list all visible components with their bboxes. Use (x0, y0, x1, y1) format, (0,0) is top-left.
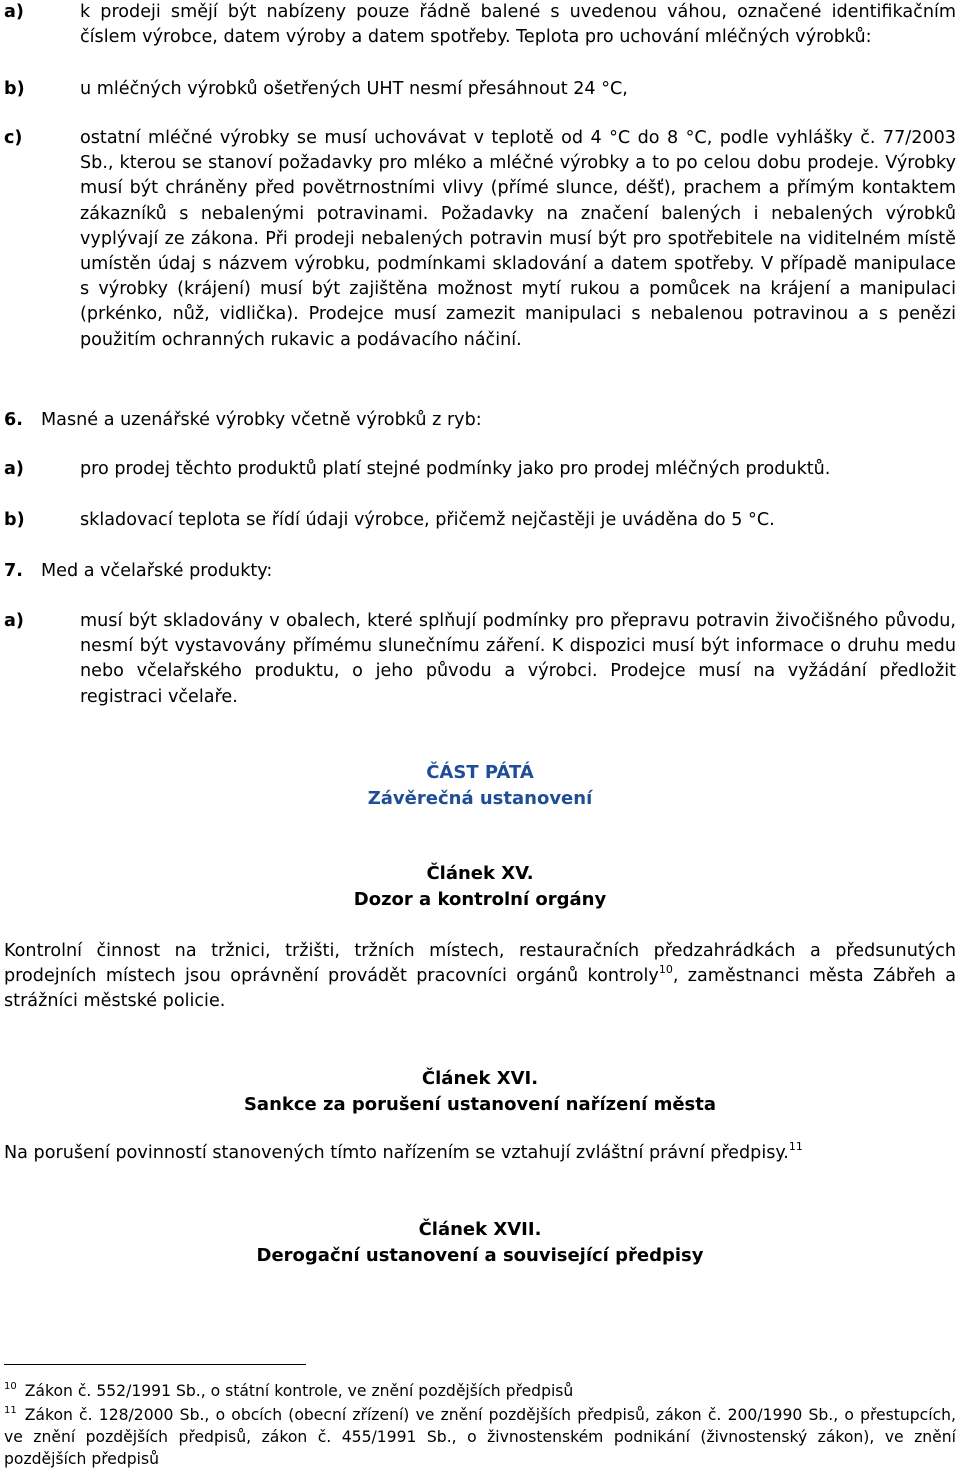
part-subheading: Závěrečná ustanovení (367, 788, 593, 809)
article-17-title: Derogační ustanovení a související předpisy (256, 1245, 704, 1266)
part-heading: ČÁST PÁTÁ (426, 762, 534, 783)
section-6 (4, 408, 956, 433)
footnote-number: 11 (4, 1405, 17, 1416)
item-label: a) (4, 2, 24, 22)
paragraph-text: Na porušení povinností stanovených tímto nařízením se vztahují zvláštní právní předpisy. (4, 1143, 789, 1163)
section-6-item-a (4, 457, 956, 482)
list-item-a (4, 0, 956, 50)
section-title: Med a včelařské produkty: (41, 561, 273, 581)
article-16-heading: Článek XVI. (421, 1068, 539, 1089)
list-item-c (4, 126, 956, 353)
item-text: musí být skladovány v obalech, které splňují podmínky pro přepravu potravin živočišného původu, nesmí být vystavovány přímému slunečnímu záření. K dispozici musí být informace o druhu medu nebo včelařského produktu, o jeho původu a výrobci. Prodejce musí na vyžádání předložit registraci včelaře. (80, 611, 956, 707)
item-text: u mléčných výrobků ošetřených UHT nesmí přesáhnout 24 °C, (80, 79, 628, 99)
paragraph-text: , zaměstnanci města Zábřeh a strážníci městské policie. (4, 966, 956, 1012)
item-label: a) (4, 459, 24, 479)
item-label: a) (4, 611, 24, 631)
footnote (4, 1380, 956, 1402)
section-number: 6. (4, 410, 23, 430)
article-17-heading: Článek XVII. (418, 1219, 542, 1240)
footnote-text: Zákon č. 128/2000 Sb., o obcích (obecní zřízení) ve znění pozdějších předpisů, zákon č. 200/1990 Sb., o přestupcích, ve znění pozdějších předpisů, zákon č. 455/1991 Sb., o živnostenském podnikání (živnostenský zákon), ve znění pozdějších předpisů (4, 1406, 956, 1468)
section-7 (4, 559, 956, 584)
item-label: b) (4, 79, 25, 99)
article-16-paragraph (4, 1141, 956, 1166)
item-text: k prodeji smějí být nabízeny pouze řádně balené s uvedenou váhou, označené identifikačním číslem výrobce, datem výroby a datem spotřeby. Teplota pro uchování mléčných výrobků: (80, 2, 956, 48)
footnote-text: Zákon č. 552/1991 Sb., o státní kontrole, ve znění pozdějších předpisů (24, 1382, 574, 1400)
article-15-paragraph (4, 939, 956, 1015)
footnote-number: 10 (4, 1381, 17, 1392)
article-15-heading: Článek XV. (426, 863, 534, 884)
section-number: 7. (4, 561, 23, 581)
section-6-item-b (4, 508, 956, 533)
item-text: ostatní mléčné výrobky se musí uchovávat v teplotě od 4 °C do 8 °C, podle vyhlášky č. 77/2003 Sb., kterou se stanoví požadavky pro mléko a mléčné výrobky a to po celou dobu prodeje. Výrobky musí být chráněny před povětrnostními vlivy (přímé slunce, déšť), prachem a přímým kontaktem zákazníků s nebalenými potravinami. Požadavky na značení balených i nebalených výrobků vyplývají ze zákona. Při prodeji nebalených potravin musí být pro spotřebitele na viditelném místě umístěn údaj s názvem výrobku, podmínkami skladování a datem spotřeby. V případě manipulace s výrobky (krájení) musí být zajištěna možnost mytí rukou a pomůcek na krájení a manipulaci (prkénko, nůž, vidlička). Prodejce musí zamezit manipulaci s nebalenou potravinou a s penězi použitím ochranných rukavic a podávacího náčiní. (80, 128, 956, 350)
item-label: c) (4, 128, 23, 148)
footnote (4, 1404, 956, 1470)
article-15-title: Dozor a kontrolní orgány (353, 889, 607, 910)
list-item-b (4, 77, 956, 102)
item-text: pro prodej těchto produktů platí stejné podmínky jako pro prodej mléčných produktů. (80, 459, 831, 479)
item-text: skladovací teplota se řídí údaji výrobce, přičemž nejčastěji je uváděna do 5 °C. (80, 510, 775, 530)
footnote-separator (4, 1364, 306, 1365)
section-7-item-a (4, 609, 956, 710)
item-label: b) (4, 510, 25, 530)
footnote-ref: 11 (788, 1140, 803, 1153)
section-title: Masné a uzenářské výrobky včetně výrobků z ryb: (41, 410, 482, 430)
paragraph-text: Kontrolní činnost na tržnici, tržišti, tržních místech, restauračních předzahrádkách a předsunutých prodejních místech jsou oprávnění provádět pracovníci orgánů kontroly (4, 941, 956, 987)
footnote-ref: 10 (658, 963, 673, 977)
article-16-title: Sankce za porušení ustanovení nařízení města (243, 1094, 717, 1115)
